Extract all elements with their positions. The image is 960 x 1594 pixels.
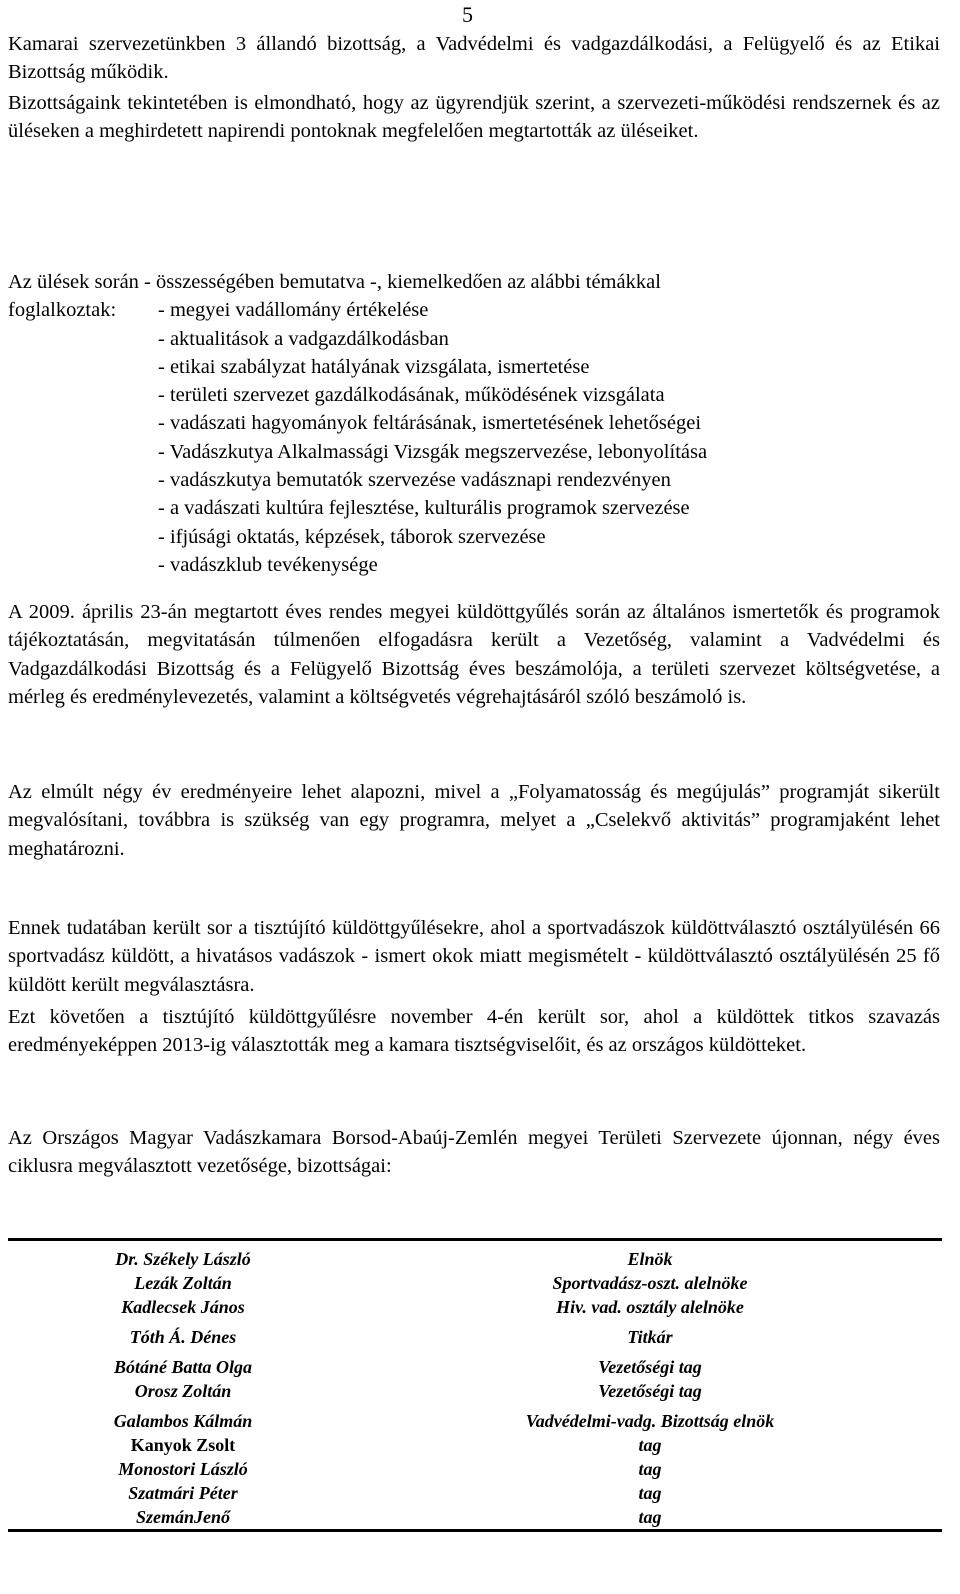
member-role: tag xyxy=(638,1435,662,1455)
topic-item: - Vadászkutya Alkalmassági Vizsgák megszervezése, lebonyolítása xyxy=(158,440,708,463)
topic-item: - vadászati hagyományok feltárásának, ismertetésének lehetőségei xyxy=(158,412,702,435)
topic-item: - aktualitások a vadgazdálkodásban xyxy=(158,327,449,350)
topic-item: - a vadászati kultúra fejlesztése, kulturális programok szervezése xyxy=(158,497,690,520)
topics-intro: Az ülések során - összességében bemutatva -, kiemelkedően az alábbi témákkal xyxy=(8,271,661,293)
member-name: Orosz Zoltán xyxy=(134,1381,232,1401)
member-name: Bótáné Batta Olga xyxy=(113,1357,252,1377)
topics-lead: foglalkoztak: xyxy=(8,299,117,322)
board-row xyxy=(8,1247,942,1271)
board-row xyxy=(8,1433,942,1457)
board-row xyxy=(8,1409,942,1433)
board-row xyxy=(8,1505,942,1531)
member-name: Monostori László xyxy=(118,1459,248,1479)
member-role: tag xyxy=(638,1483,662,1503)
paragraph-elections: Ennek tudatában került sor a tisztújító küldöttgyűlésekre, ahol a sportvadászok küldöttválasztó osztályülésén 66 sportvadász küldött, a hivatásos vadászok - ismert okok miatt megismételt - küldöttválasztó osztályülésén 25 fő küldött került megválasztásra. xyxy=(8,917,940,996)
topic-item: - ifjúsági oktatás, képzések, táborok szervezése xyxy=(158,525,546,548)
member-name: Tóth Á. Dénes xyxy=(129,1327,237,1347)
member-name: SzemánJenő xyxy=(135,1507,231,1527)
board-row xyxy=(8,1379,942,1403)
paragraph-board-intro: Az Országos Magyar Vadászkamara Borsod-Abaúj-Zemlén megyei Területi Szervezete újonnan, négy éves ciklusra megválasztott vezetősége, bizottságai: xyxy=(8,1127,940,1178)
board-table xyxy=(8,1238,942,1532)
topic-item: - vadászklub tevékenysége xyxy=(158,553,378,576)
paragraph-november-assembly: Ezt követően a tisztújító küldöttgyűlésre november 4-én került sor, ahol a küldöttek titkos szavazás eredményeképpen 2013-ig választották meg a kamara tisztségviselőit, és az országos küldötteket. xyxy=(8,1006,940,1057)
board-row xyxy=(8,1271,942,1295)
board-row xyxy=(8,1457,942,1481)
board-row xyxy=(8,1481,942,1505)
page-number: 5 xyxy=(462,2,473,27)
board-row xyxy=(8,1355,942,1379)
member-role: tag xyxy=(638,1507,662,1527)
paragraph-assembly-2009: A 2009. április 23-án megtartott éves rendes megyei küldöttgyűlés során az általános ismertetők és programok tájékoztatásán, megvitatásán túlmenően elfogadásra került a Vezetőség, valamint a Vadvédelmi és Vadgazdálkodási Bizottság és a Felügyelő Bizottság éves beszámolója, a területi szervezet költségvetése, a mérleg és eredménylevezetés, valamint a költségvetés végrehajtásáról szóló beszámoló is. xyxy=(8,601,940,708)
member-name: Szatmári Péter xyxy=(128,1483,238,1503)
topic-item: - etikai szabályzat hatályának vizsgálata, ismertetése xyxy=(158,355,590,378)
member-role: Vadvédelmi-vadg. Bizottság elnök xyxy=(525,1411,775,1431)
member-name: Dr. Székely László xyxy=(115,1249,251,1269)
member-name: Kadlecsek János xyxy=(121,1297,245,1317)
board-row xyxy=(8,1325,942,1349)
member-name: Kanyok Zsolt xyxy=(130,1435,236,1455)
topics-list xyxy=(8,268,940,579)
member-role: Sportvadász-oszt. alelnöke xyxy=(552,1273,748,1293)
member-role: Vezetőségi tag xyxy=(598,1381,702,1401)
topic-item: - vadászkutya bemutatók szervezése vadásznapi rendezvényen xyxy=(158,469,671,492)
topic-item: foglalkoztak: - megyei vadállomány értékelése xyxy=(8,296,940,324)
member-role: Titkár xyxy=(627,1327,673,1347)
topic-item: - területi szervezet gazdálkodásának, működésének vizsgálata xyxy=(158,384,665,407)
board-row xyxy=(8,1295,942,1319)
member-name: Lezák Zoltán xyxy=(134,1273,232,1293)
member-role: tag xyxy=(638,1459,662,1479)
member-name: Galambos Kálmán xyxy=(113,1411,253,1431)
paragraph-committees: Kamarai szervezetünkben 3 állandó bizottság, a Vadvédelmi és vadgazdálkodási, a Felügyelő és az Etikai Bizottság működik. xyxy=(8,33,940,84)
member-role: Vezetőségi tag xyxy=(598,1357,702,1377)
member-role: Elnök xyxy=(627,1249,673,1269)
member-role: Hiv. vad. osztály alelnöke xyxy=(556,1297,744,1317)
paragraph-committee-work: Bizottságaink tekintetében is elmondható, hogy az ügyrendjük szerint, a szervezeti-működési rendszernek és az üléseken a meghirdetett napirendi pontoknak megfelelően megtartották az üléseiket. xyxy=(8,92,940,143)
paragraph-program: Az elmúlt négy év eredményeire lehet alapozni, mivel a „Folyamatosság és megújulás” programját sikerült megvalósítani, továbbra is szükség van egy programra, melyet a „Cselekvő aktivitás” programjaként lehet meghatározni. xyxy=(8,781,940,860)
